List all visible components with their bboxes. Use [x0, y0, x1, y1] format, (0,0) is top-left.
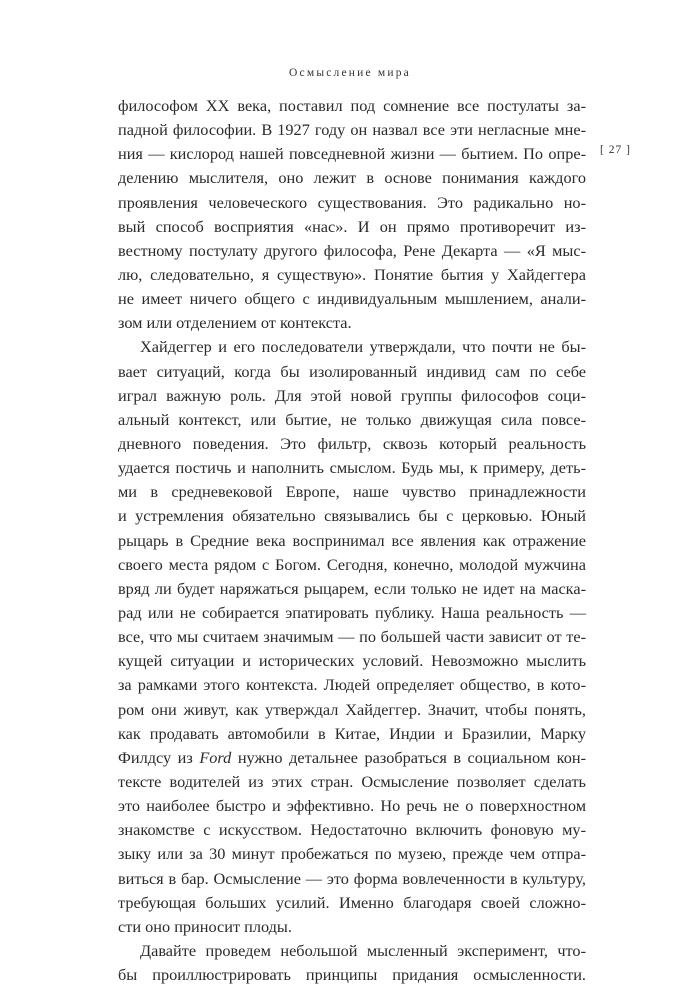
text-line: своего места рядом с Богом. Сегодня, конечно, молодой мужчина [118, 554, 586, 574]
text-line: вый способ восприятия «нас». И он прямо противоречит из- [118, 216, 586, 236]
paragraph-first-line: Давайте проведем небольшой мысленный эксперимент, что- [140, 940, 586, 960]
running-header: Осмысление мира [289, 67, 411, 79]
text-line: проявления человеческого существования. Это радикально но- [118, 192, 586, 212]
text-line: вает ситуаций, когда бы изолированный индивид сам по себе [118, 361, 586, 381]
page-number: [ 27 ] [600, 144, 631, 156]
text-line: рад или не собирается эпатировать публику. Наша реальность — [118, 602, 586, 622]
text-line: рыцарь в Средние века воспринимал все явления как отражение [118, 530, 586, 550]
text-line: ми в средневековой Европе, наше чувство принадлежности [118, 482, 586, 502]
text-line: альный контекст, или бытие, не только движущая сила повсе- [118, 409, 586, 429]
text-line: зом или отделением от контекста. [118, 313, 352, 333]
text-line: и устремления обязательно связывались бы с церковью. Юный [118, 506, 586, 526]
body-text [118, 94, 586, 987]
text-line: ром они живут, как утверждал Хайдеггер. Значит, чтобы понять, [118, 699, 586, 719]
text-line: кущей ситуации и исторических условий. Невозможно мыслить [118, 651, 586, 671]
text-line: бы проиллюстрировать принципы придания осмысленности. [118, 965, 586, 985]
text-line: сти оно приносит плоды. [118, 916, 292, 936]
text-line [118, 746, 586, 770]
text-line: за рамками этого контекста. Людей определяет общество, в кото- [118, 675, 586, 695]
text-line: ния — кислород нашей повседневной жизни — бытием. По опре- [118, 144, 586, 164]
text-line: играл важную роль. Для этой новой группы философов соци- [118, 385, 586, 405]
text-line: лю, следовательно, я существую». Понятие бытия у Хайдеггера [118, 264, 586, 284]
text-line: делению мыслителя, оно лежит в основе понимания каждого [118, 168, 586, 188]
text-line: требующая больших усилий. Именно благодаря своей сложно- [118, 892, 586, 912]
text-line: не имеет ничего общего с индивидуальным мышлением, анали- [118, 289, 586, 309]
text-line: зыку или за 30 минут пробежаться по музею, прежде чем отпра- [118, 844, 586, 864]
text-line: вестному постулату другого философа, Рене Декарта — «Я мыс- [118, 240, 586, 260]
text-line: знакомстве с искусством. Недостаточно включить фоновую му- [118, 820, 586, 840]
text-line: тексте водителей из этих стран. Осмысление позволяет сделать [118, 771, 586, 791]
text-fragment: Филдсу из [118, 747, 200, 767]
text-line: вряд ли будет наряжаться рыцарем, если только не идет на маска- [118, 578, 586, 598]
brand-name-italic: Ford [199, 747, 232, 767]
text-fragment: нужно детальнее разобраться в социальном кон- [231, 747, 586, 767]
text-line: дневного поведения. Это фильтр, сквозь который реальность [118, 433, 586, 453]
text-line: виться в бар. Осмысление — это форма вовлеченности в культуру, [118, 868, 586, 888]
text-line: удается постичь и наполнить смыслом. Будь мы, к примеру, деть- [118, 458, 586, 478]
text-line: это наиболее быстро и эффективно. Но речь не о поверхностном [118, 796, 586, 816]
text-line: падной философии. В 1927 году он назвал все эти негласные мне- [118, 120, 586, 140]
paragraph-first-line: Хайдеггер и его последователи утверждали, что почти не бы- [140, 337, 586, 357]
text-line: как продавать автомобили в Китае, Индии и Бразилии, Марку [118, 723, 586, 743]
text-line: философом XX века, поставил под сомнение все постулаты за- [118, 96, 586, 115]
text-line: все, что мы считаем значимым — по большей части зависит от те- [118, 627, 586, 647]
